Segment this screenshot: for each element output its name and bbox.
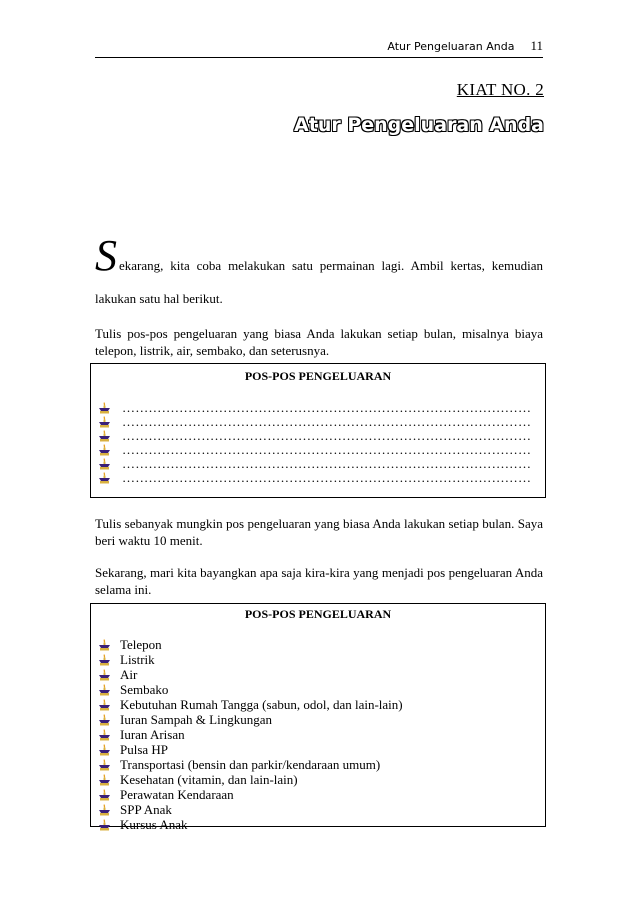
expense-item-label: Transportasi (bensin dan parkir/kendaraan umum) [120,756,381,772]
chapter-title: Atur Pengeluaran Anda [294,114,544,136]
candle-bullet-icon [99,729,110,741]
expense-item-label: Pulsa HP [120,741,169,757]
candle-bullet-icon [99,430,110,442]
expense-list-item [91,787,545,802]
drop-cap: S [95,231,117,280]
candle-bullet-icon [99,774,110,786]
expense-item-label: Sembako [120,681,169,697]
running-title: Atur Pengeluaran Anda [387,40,515,53]
instruction-paragraph: Tulis pos-pos pengeluaran yang biasa Anda lakukan setiap bulan, misalnya biaya telepon, listrik, air, sembako, dan seterusnya. [95,326,543,358]
expense-list-item [91,817,545,832]
candle-bullet-icon [99,472,110,484]
expense-list [91,637,545,832]
imagine-paragraph: Sekarang, mari kita bayangkan apa saja kira-kira yang menjadi pos pengeluaran Anda selama ini. [95,565,543,597]
expense-item-label: Iuran Sampah & Lingkungan [120,711,272,727]
blank-list-item [91,457,545,471]
dotted-line: ………………………………………………………………………………… [122,442,532,457]
candle-bullet-icon [99,444,110,456]
expense-item-label: Perawatan Kendaraan [120,786,234,802]
expense-item-label: Air [120,666,138,682]
expense-item-label: Telepon [120,636,162,652]
expense-list-item [91,772,545,787]
candle-bullet-icon [99,789,110,801]
blank-list-item [91,429,545,443]
expense-list-item [91,637,545,652]
candle-bullet-icon [99,699,110,711]
candle-bullet-icon [99,744,110,756]
dotted-line: ………………………………………………………………………………… [122,400,532,415]
expense-item-label: Kesehatan (vitamin, dan lain-lain) [120,771,298,787]
dotted-line: ………………………………………………………………………………… [122,456,532,471]
blank-list-item [91,443,545,457]
candle-bullet-icon [99,804,110,816]
candle-bullet-icon [99,714,110,726]
expense-item-label: Iuran Arisan [120,726,185,742]
expense-item-label: Listrik [120,651,155,667]
candle-bullet-icon [99,458,110,470]
blank-list-item [91,415,545,429]
blank-list [91,401,545,485]
expense-list-item [91,802,545,817]
candle-bullet-icon [99,639,110,651]
expense-list-item [91,667,545,682]
candle-bullet-icon [99,819,110,831]
dotted-line: ………………………………………………………………………………… [122,428,532,443]
blank-list-item [91,471,545,485]
expense-list-item [91,742,545,757]
expense-list-item [91,757,545,772]
expense-list-item [91,712,545,727]
intro-paragraph [95,231,543,307]
write-instruction-paragraph: Tulis sebanyak mungkin pos pengeluaran yang biasa Anda lakukan setiap bulan. Saya beri waktu 10 menit. [95,516,543,548]
kiat-label: KIAT NO. 2 [456,80,544,99]
candle-bullet-icon [99,669,110,681]
dotted-line: ………………………………………………………………………………… [122,470,532,485]
expense-item-label: SPP Anak [120,801,172,817]
page-number: 11 [530,38,543,53]
blank-list-item [91,401,545,415]
expense-list-item [91,727,545,742]
expense-list-item [91,682,545,697]
candle-bullet-icon [99,684,110,696]
expense-list-item [91,697,545,712]
candle-bullet-icon [99,654,110,666]
box-title: POS-POS PENGELUARAN [244,607,392,621]
expense-item-label: Kursus Anak [120,816,188,832]
expense-item-label: Kebutuhan Rumah Tangga (sabun, odol, dan lain-lain) [120,696,403,712]
expense-list-box [90,603,546,832]
blank-expense-box [90,363,546,498]
candle-bullet-icon [99,759,110,771]
dotted-line: ………………………………………………………………………………… [122,414,532,429]
intro-line-2: lakukan satu hal berikut. [95,291,223,306]
candle-bullet-icon [99,402,110,414]
page-header [95,38,543,58]
expense-list-item [91,652,545,667]
candle-bullet-icon [99,416,110,428]
box-title: POS-POS PENGELUARAN [244,369,392,383]
intro-line-1: ekarang, kita coba melakukan satu permainan lagi. Ambil kertas, kemudian [119,258,543,273]
